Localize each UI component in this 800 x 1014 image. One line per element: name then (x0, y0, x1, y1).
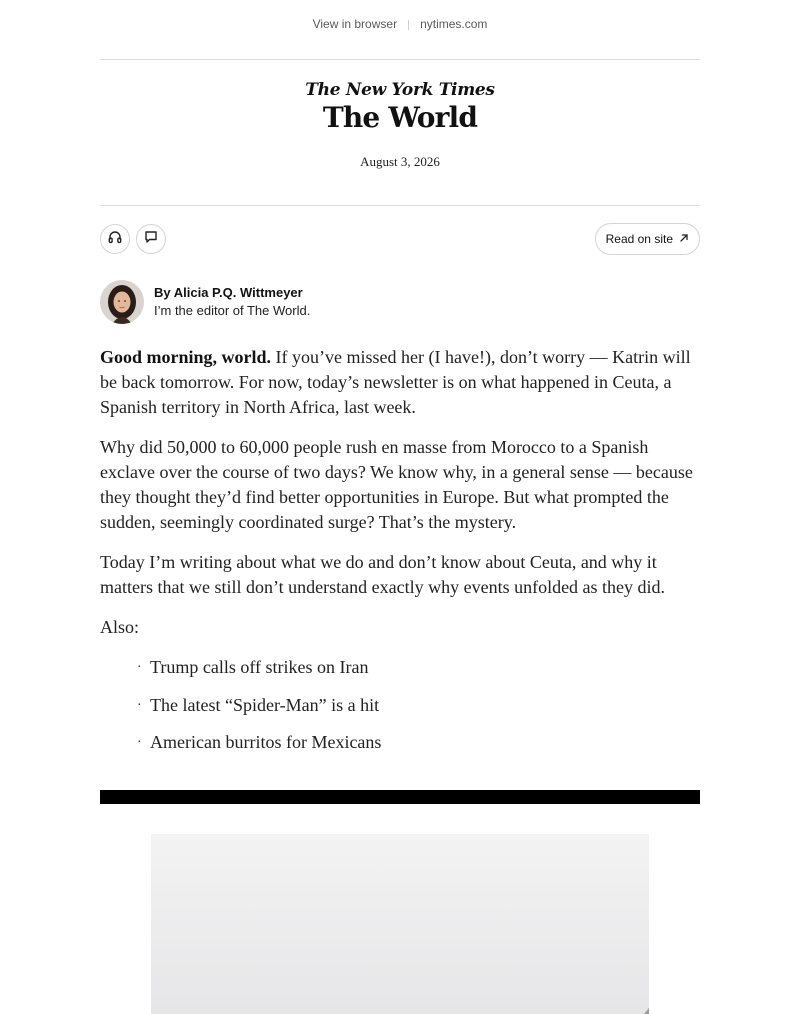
headline-list (100, 655, 700, 755)
section-divider-bar (100, 790, 700, 804)
list-item (137, 655, 700, 680)
author-name[interactable]: By Alicia P.Q. Wittmeyer (154, 285, 303, 300)
lead-greeting: Good morning, world. (100, 347, 272, 367)
read-on-site-label: Read on site (605, 232, 673, 246)
list-item-text[interactable]: The latest “Spider-Man” is a hit (150, 694, 380, 715)
article-body (100, 345, 700, 640)
list-item (137, 693, 700, 718)
nytimes-link[interactable]: nytimes.com (420, 17, 488, 31)
hero-image[interactable] (151, 834, 649, 1014)
list-item-text[interactable]: American burritos for Mexicans (150, 732, 382, 752)
comment-icon (143, 229, 159, 250)
listen-button[interactable] (100, 224, 130, 254)
comment-button[interactable] (136, 224, 166, 254)
arrow-up-right-icon (679, 232, 689, 246)
author-role: I’m the editor of The World. (154, 303, 311, 318)
bullet-dot: · (137, 735, 142, 750)
image-corner-detail (644, 1008, 649, 1014)
bullet-dot: · (137, 660, 142, 675)
nyt-logo[interactable]: The New York Times (305, 80, 495, 100)
paragraph-3: Today I’m writing about what we do and don’t know about Ceuta, and why it matters that we still don’t understand exactly why events unfolded as they did. (100, 552, 666, 597)
paragraph-1-text: If you’ve missed her (I have!), don’t worry — Katrin will be back tomorrow. For now, today’s newsletter is on what happened in Ceuta, a Spanish territory in North Africa, last week. (100, 347, 691, 417)
top-links-bar (100, 0, 700, 60)
view-in-browser-link[interactable]: View in browser (312, 17, 398, 31)
paragraph-2: Why did 50,000 to 60,000 people rush en masse from Morocco to a Spanish exclave over the course of two days? We know why, in a general sense — because they thought they’d find better opportunities in Europe. But what prompted the sudden, seemingly coordinated surge? That’s the mystery. (100, 437, 693, 532)
newsletter-container (100, 0, 700, 1014)
also-label: Also: (100, 617, 140, 637)
paragraph-1 (100, 345, 700, 420)
masthead (100, 60, 700, 206)
action-bar-left (100, 224, 166, 254)
list-item (137, 730, 700, 755)
bullet-dot: · (137, 697, 142, 713)
author-avatar (100, 280, 144, 324)
author-byline (100, 279, 700, 325)
action-bar (100, 214, 700, 264)
list-item-text[interactable]: Trump calls off strikes on Iran (150, 657, 369, 677)
read-on-site-button[interactable] (595, 223, 700, 255)
byline-text (154, 284, 310, 320)
issue-date: August 3, 2026 (360, 154, 440, 169)
headphones-icon (107, 229, 123, 250)
newsletter-title: The World (322, 101, 478, 134)
link-divider (408, 20, 409, 30)
